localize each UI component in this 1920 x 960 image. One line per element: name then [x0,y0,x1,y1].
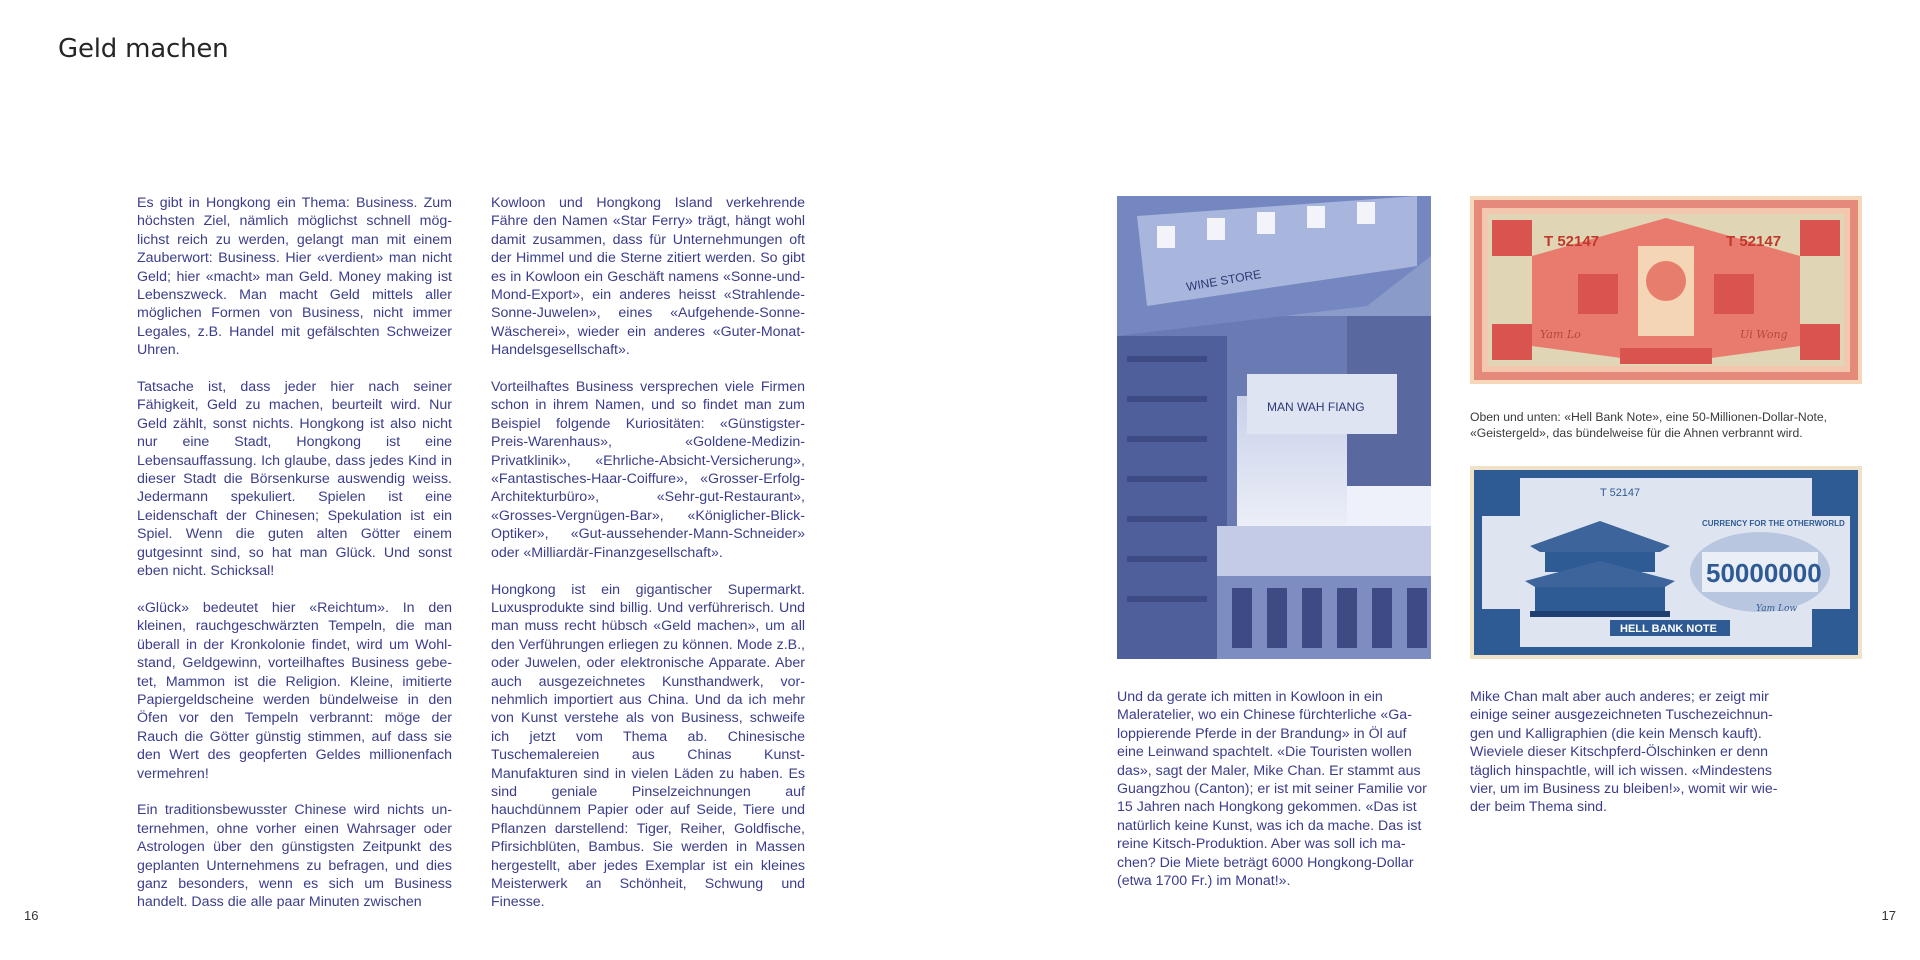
text-column-4 [1470,688,1785,835]
serial-number: T 52147 [1600,487,1641,499]
text-column-3 [1117,688,1431,909]
hell-bank-note-red [1470,196,1862,384]
text-column-2 [491,194,805,930]
paragraph: Ein traditionsbewusster Chinese wird nichts unternehmen, ohne vorher einen Wahrsager oder Astrologen über den günstigsten Zeitpunkt des geplanten Unternehmens zu befragen, und dies ganz besonders, wenn es sich um Business handelt. Dass die alle paar Minuten zwischen [137,802,452,911]
hell-bank-note-blue [1470,466,1862,659]
note-amount: 50000000 [1706,558,1822,588]
paragraph: Tatsache ist, dass jeder hier nach seiner Fähigkeit, Geld zu machen, beurteilt wird. Nur Geld zählt, sonst nichts. Hongkong ist also nicht nur eine Stadt, Hongkong ist eine Lebensauffassung. Ich glaube, dass jedes Kind in dieser Stadt die Börsenkurse auswendig weiss. Jedermann spekuliert. Spielen ist eine Leidenschaft der Chinesen; Spekulation ist ein Spiel. Wenn die guten alten Götter einem gutgesinnt sind, so hat man Glück. Und sonst eben nicht. Schicksal! [137,379,452,580]
note-bank-label: HELL BANK NOTE [1620,623,1717,635]
page-number-right: 17 [1881,908,1896,923]
text-column-1 [137,194,452,930]
paragraph: Und da gerate ich mitten in Kowloon in ein Maleratelier, wo ein Chinese fürchterliche «Galoppierende Pferde in der Brandung» in Öl auf eine Leinwand spachtelt. «Die Touristen wollen das», sagt der Maler, Mike Chan. Er stammt aus Guangzhou (Canton); er ist mit seiner Familie vor 15 Jahren nach Hongkong gekommen. «Das ist natürlich keine Kunst, was ich da mache. Das ist reine Kitsch-Produktion. Aber was soll ich machen? Die Miete beträgt 6000 Hongkong-Dollar (etwa 1700 Fr.) im Monat!». [1117,689,1427,890]
signature-left: Yam Lo [1540,328,1581,341]
paragraph: Hongkong ist ein gigantischer Supermarkt. Luxusprodukte sind billig. Und verführerisch. Und man muss recht hübsch «Geld machen», um all den Verführungen erliegen zu können. Mode z.B., oder Juwelen, oder elektronische Apparate. Aber auch ausgezeichnetes Kunsthandwerk, vornehmlich importiert aus China. Und da ich mehr von Kunst verstehe als von Business, schweife ich jetzt vom Thema ab. Chinesische Tuschemalereien aus Chinas Kunst-Manufakturen sind in vielen Läden zu haben. Es sind geniale Pinselzeichnungen auf hauchdünnem Papier oder auf Seide, Tiere und Pflanzen darstellend: Tiger, Reiher, Goldfische, Pfirsichblüten, Bambus. Sie werden in Massen hergestellt, aber jedes Exemplar ist ein kleines Meisterwerk an Schönheit, Schwung und Finesse. [491,581,805,911]
note-slogan: CURRENCY FOR THE OTHERWORLD [1702,519,1845,528]
sign-text-upper: WINE STORE [1185,267,1263,294]
page-number-left: 16 [24,908,39,923]
page-title: Geld machen [58,34,229,64]
image-caption: Oben und unten: «Hell Bank Note», eine 50-Millionen-Dollar-Note, «Geistergeld», das bündelweise für die Ahnen verbrannt wird. [1470,410,1828,440]
signature-right: Ui Wong [1740,328,1788,341]
street-photo [1117,196,1431,659]
paragraph: «Glück» bedeutet hier «Reichtum». In den kleinen, rauchgeschwärzten Tempeln, die man überall in der Kronkolonie findet, wird um Wohlstand, Geldgewinn, vorteilhaftes Business gebetet, Mammon ist die Religion. Kleine, imitierte Papiergeldscheine werden bündelweise in den Öfen vor den Tempeln verbrannt: möge der Rauch die Götter günstig stimmen, auf dass sie den Wert des geopferten Geldes millionenfach vermehren! [137,599,452,782]
sign-text-middle: MAN WAH FIANG [1267,400,1365,414]
serial-number-left: T 52147 [1544,233,1600,250]
paragraph: Mike Chan malt aber auch anderes; er zeigt mir einige seiner ausgezeichneten Tuschezeichnungen und Kalligraphien (die kein Mensch kauft). Wieviele dieser Kitschpferd-Ölschinken er denn täglich hinspachtle, will ich wissen. «Mindestens vier, um im Business zu bleiben!», womit wir wieder beim Thema sind. [1470,689,1778,816]
serial-number-right: T 52147 [1726,233,1782,250]
paragraph: Es gibt in Hongkong ein Thema: Business. Zum höchsten Ziel, nämlich möglichst schnell möglichst reich zu werden, gelangt man mit einem Zauberwort: Business. Hier «verdient» man nicht Geld; hier «macht» man Geld. Money making ist Lebenszweck. Man macht Geld mittels aller möglichen Formen von Business, nicht immer Legales, z.B. Handel mit gefälschten Schweizer Uhren. [137,195,452,359]
note-signature: Yam Low [1756,604,1798,614]
paragraph: Vorteilhaftes Business versprechen viele Firmen schon in ihrem Namen, und so findet man zum Beispiel folgende Kuriositäten: «Günstigster-Preis-Warenhaus», «Goldene-Medizin-Privatklinik», «Ehrliche-Absicht-Versicherung», «Fantastisches-Haar-Coiffure», «Grosser-Erfolg-Architekturbüro», «Sehr-gut-Restaurant», «Grosses-Vergnügen-Bar», «Königlicher-Blick-Optiker», «Gut-aussehender-Mann-Schneider» oder «Milliardär-Finanzgesellschaft». [491,379,805,561]
paragraph: Kowloon und Hongkong Island verkehrende Fähre den Namen «Star Ferry» trägt, hängt wohl damit zusammen, dass für Unternehmungen oft der Himmel und die Sterne zitiert werden. So gibt es in Kowloon ein Geschäft namens «Sonne-und-Mond-Export», ein anderes heisst «Strahlende-Sonne-Juwelen», eines «Aufgehende-Sonne-Wäscherei», wieder ein anderes «Guter-Monat-Handelsgesellschaft». [491,195,805,359]
